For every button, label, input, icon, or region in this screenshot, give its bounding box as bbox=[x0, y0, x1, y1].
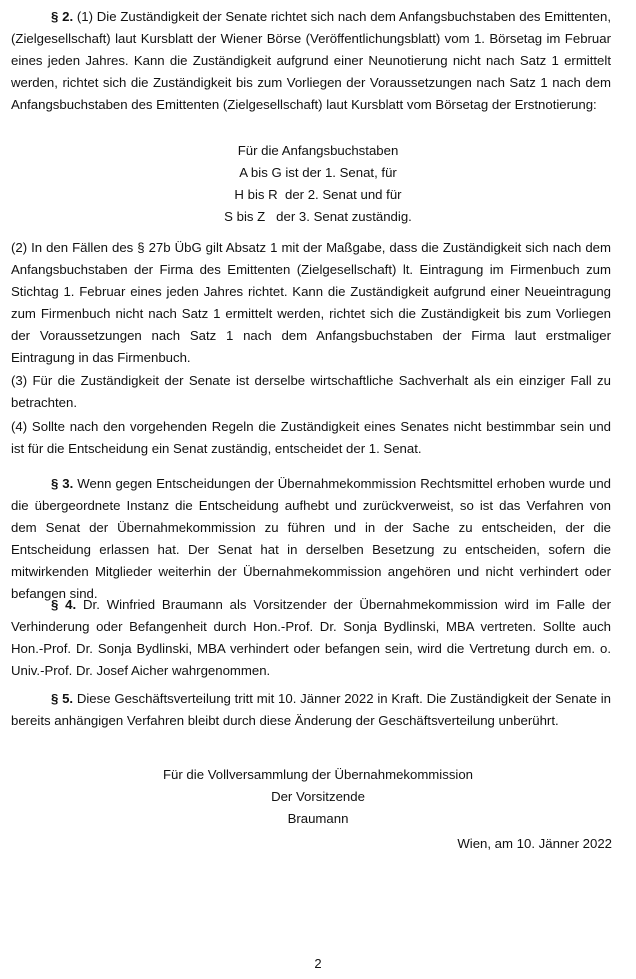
section-2-paragraph-1-text: (1) Die Zuständigkeit der Senate richtet sich nach dem Anfangsbuchstaben des Emittenten, (Zielgesellschaft) laut Kursblatt der Wiener Börse (Veröffentlichungsblatt) vom 1. Börsetag im Februar eines jeden Jahres. Kann die Zuständigkeit aufgrund einer Neunotierung nicht nach Satz 1 ermittelt werden, richtet sich die Zuständigkeit bis zum Vorliegen der Voraussetzungen nach Satz 1 nach dem Anfangsbuchstaben des Emittenten (Zielgesellschaft) laut Kursblatt vom Börsetag der Erstnotierung: bbox=[11, 9, 611, 112]
allocation-line: Für die Anfangsbuchstaben bbox=[237, 143, 399, 158]
signature-name: Braumann bbox=[287, 811, 349, 826]
signature-line-1: Für die Vollversammlung der Übernahmekommission bbox=[162, 767, 474, 782]
section-2-paragraph-4: (4) Sollte nach den vorgehenden Regeln die Zuständigkeit eines Senates nicht bestimmbar sein und ist für die Entscheidung ein Senat zuständig, entscheidet der 1. Senat. bbox=[11, 419, 611, 456]
section-5-text: Diese Geschäftsverteilung tritt mit 10. Jänner 2022 in Kraft. Die Zuständigkeit der Senate in bereits anhängigen Verfahren bleibt durch diese Änderung der Geschäftsverteilung unberührt. bbox=[11, 691, 611, 728]
section-2-paragraph-1 bbox=[11, 6, 611, 116]
section-4-label: § 4. bbox=[51, 597, 77, 612]
place-and-date: Wien, am 10. Jänner 2022 bbox=[457, 836, 612, 851]
senate-allocation-block bbox=[0, 140, 636, 228]
section-2-paragraph-3: (3) Für die Zuständigkeit der Senate ist derselbe wirtschaftliche Sachverhalt als ein einziger Fall zu betrachten. bbox=[11, 373, 611, 410]
section-3-text: Wenn gegen Entscheidungen der Übernahmekommission Rechtsmittel erhoben wurde und die übergeordnete Instanz die Entscheidung aufhebt und zurückverweist, so ist das Verfahren von dem Senat der Übernahmekommission zu führen und in der Sache zu entscheiden, der die Entscheidung erlassen hat. Der Senat hat in derselben Besetzung zu entscheiden, sofern die mitwirkenden Mitglieder weiterhin der Übernahmekommission angehören und nicht verhindert oder befangen sind. bbox=[11, 476, 611, 601]
signature-block bbox=[0, 764, 636, 830]
section-3-label: § 3. bbox=[51, 476, 74, 491]
section-5-paragraph bbox=[11, 688, 611, 732]
allocation-line: H bis R der 2. Senat und für bbox=[234, 187, 402, 202]
signature-line-2: Der Vorsitzende bbox=[271, 789, 365, 804]
allocation-line: S bis Z der 3. Senat zuständig. bbox=[224, 209, 412, 224]
section-2-paragraph-2: (2) In den Fällen des § 27b ÜbG gilt Absatz 1 mit der Maßgabe, dass die Zuständigkeit sich nach dem Anfangsbuchstaben der Firma des Emittenten (Zielgesellschaft) lt. Eintragung im Firmenbuch zum Stichtag 1. Februar eines jeden Jahres richtet. Kann die Zuständigkeit aufgrund einer Neueintragung zum Firmenbuch nicht nach Satz 1 ermittelt werden, richtet sich die Zuständigkeit bis zum Vorliegen der Voraussetzungen nach Satz 1 nach dem Anfangsbuchstaben der Firma laut erstmaliger Eintragung in das Firmenbuch. bbox=[11, 240, 611, 365]
page-number: 2 bbox=[314, 956, 322, 971]
section-4-text: Dr. Winfried Braumann als Vorsitzender der Übernahmekommission wird im Falle der Verhinderung oder Befangenheit durch Hon.-Prof. Dr. Sonja Bydlinski, MBA vertreten. Sollte auch Hon.-Prof. Dr. Sonja Bydlinski, MBA verhindert oder befangen sein, wird die Vertretung durch em. o. Univ.-Prof. Dr. Josef Aicher wahrgenommen. bbox=[11, 597, 612, 678]
allocation-line: A bis G ist der 1. Senat, für bbox=[239, 165, 397, 180]
section-4-paragraph bbox=[11, 594, 611, 682]
section-3-paragraph bbox=[11, 473, 611, 605]
section-5-label: § 5. bbox=[51, 691, 74, 706]
section-2-label: § 2. bbox=[51, 9, 74, 24]
